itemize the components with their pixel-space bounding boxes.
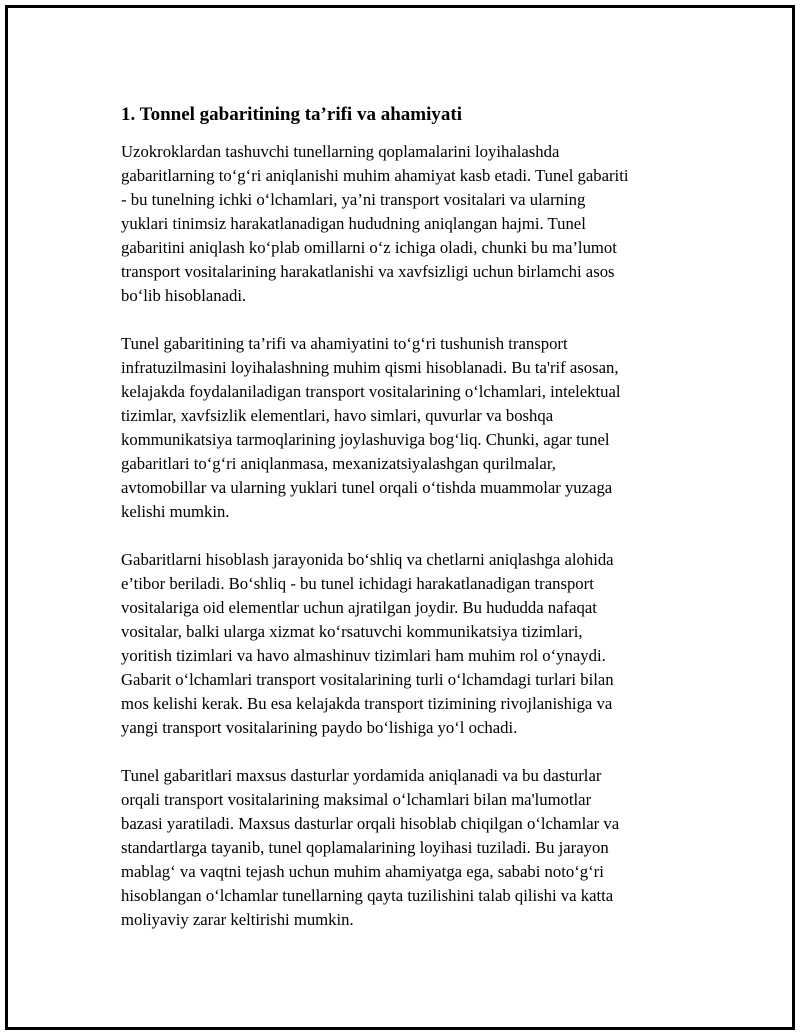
text-line: yoritish tizimlari va havo almashinuv tizimlari ham muhim rol o‘ynaydi. xyxy=(121,646,606,665)
text-line: Uzokroklardan tashuvchi tunellarning qoplamalarini loyihalashda xyxy=(121,142,560,161)
document-body xyxy=(121,102,691,956)
text-line: gabaritlari to‘g‘ri aniqlanmasa, mexanizatsiyalashgan qurilmalar, xyxy=(121,454,556,473)
text-line: gabaritlarning to‘g‘ri aniqlanishi muhim ahamiyat kasb etadi. Tunel gabariti xyxy=(121,166,629,185)
text-line: Gabarit o‘lchamlari transport vositalarining turli o‘lchamdagi turlari bilan xyxy=(121,670,614,689)
text-line: yangi transport vositalarining paydo bo‘lishiga yo‘l ochadi. xyxy=(121,718,518,737)
text-line: yuklari tinimsiz harakatlanadigan hududning aniqlangan hajmi. Tunel xyxy=(121,214,586,233)
text-line: vositalar, balki ularga xizmat ko‘rsatuvchi kommunikatsiya tizimlari, xyxy=(121,622,583,641)
text-line: mos kelishi kerak. Bu esa kelajakda transport tizimining rivojlanishiga va xyxy=(121,694,613,713)
text-line: avtomobillar va ularning yuklari tunel orqali o‘tishda muammolar yuzaga xyxy=(121,478,613,497)
text-line: gabaritini aniqlash ko‘plab omillarni o‘z ichiga oladi, chunki bu ma’lumot xyxy=(121,238,617,257)
text-line: kelajakda foydalaniladigan transport vositalarining o‘lchamlari, intelektual xyxy=(121,382,621,401)
text-line: infratuzilmasini loyihalashning muhim qismi hisoblanadi. Bu ta'rif asosan, xyxy=(121,358,619,377)
text-line: kelishi mumkin. xyxy=(121,502,230,521)
section-heading: 1. Tonnel gabaritining ta’rifi va ahamiyati xyxy=(121,104,462,125)
text-line: tizimlar, xavfsizlik elementlari, havo simlari, quvurlar va boshqa xyxy=(121,406,554,425)
text-line: Tunel gabaritlari maxsus dasturlar yordamida aniqlanadi va bu dasturlar xyxy=(121,766,602,785)
text-line: transport vositalarining harakatlanishi va xavfsizligi uchun birlamchi asos xyxy=(121,262,615,281)
text-line: mablag‘ va vaqtni tejash uchun muhim ahamiyatga ega, sababi noto‘g‘ri xyxy=(121,862,604,881)
page-frame xyxy=(5,5,795,1030)
paragraph-2 xyxy=(121,332,691,524)
paragraph-4 xyxy=(121,764,691,932)
paragraph-3 xyxy=(121,548,691,740)
text-line: bazasi yaratiladi. Maxsus dasturlar orqali hisoblab chiqilgan o‘lchamlar va xyxy=(121,814,620,833)
text-line: bo‘lib hisoblanadi. xyxy=(121,286,247,305)
text-line: Tunel gabaritining ta’rifi va ahamiyatini to‘g‘ri tushunish transport xyxy=(121,334,568,353)
text-line: e’tibor beriladi. Bo‘shliq - bu tunel ichidagi harakatlanadigan transport xyxy=(121,574,594,593)
text-line: hisoblangan o‘lchamlar tunellarning qayta tuzilishini talab qilishi va katta xyxy=(121,886,614,905)
text-line: orqali transport vositalarining maksimal o‘lchamlari bilan ma'lumotlar xyxy=(121,790,592,809)
text-line: - bu tunelning ichki o‘lchamlari, ya’ni transport vositalari va ularning xyxy=(121,190,586,209)
text-line: Gabaritlarni hisoblash jarayonida bo‘shliq va chetlarni aniqlashga alohida xyxy=(121,550,614,569)
text-line: standartlarga tayanib, tunel qoplamalarining loyihasi tuziladi. Bu jarayon xyxy=(121,838,609,857)
text-line: vositalariga oid elementlar uchun ajratilgan joydir. Bu hududda nafaqat xyxy=(121,598,597,617)
text-line: moliyaviy zarar keltirishi mumkin. xyxy=(121,910,354,929)
paragraph-1 xyxy=(121,140,691,308)
text-line: kommunikatsiya tarmoqlarining joylashuviga bog‘liq. Chunki, agar tunel xyxy=(121,430,610,449)
